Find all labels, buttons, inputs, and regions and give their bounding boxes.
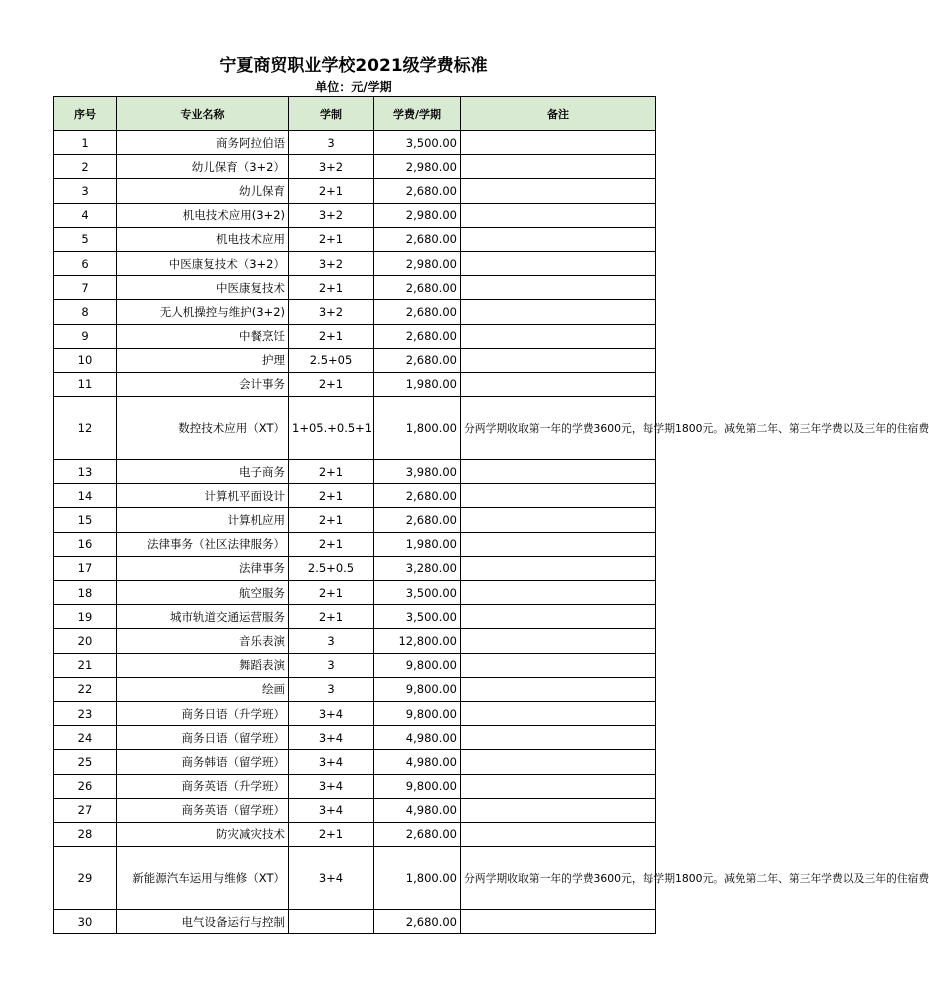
row-note — [461, 484, 656, 508]
row-duration — [289, 910, 374, 934]
row-duration: 3 — [289, 131, 374, 155]
row-index: 7 — [54, 276, 117, 300]
row-duration: 1+05.+0.5+1 — [289, 397, 374, 460]
row-index: 25 — [54, 750, 117, 774]
row-duration: 3+2 — [289, 203, 374, 227]
row-fee: 3,500.00 — [374, 605, 461, 629]
row-fee: 3,280.00 — [374, 556, 461, 580]
row-note: 分两学期收取第一年的学费3600元，每学期1800元。减免第二年、第三年学费以及三年的住宿费 — [461, 397, 656, 460]
row-note — [461, 750, 656, 774]
row-fee: 3,980.00 — [374, 460, 461, 484]
table-row — [54, 798, 656, 822]
table-row — [54, 227, 656, 251]
table-row — [54, 460, 656, 484]
row-index: 19 — [54, 605, 117, 629]
row-index: 21 — [54, 653, 117, 677]
row-index: 3 — [54, 179, 117, 203]
row-duration: 3+2 — [289, 300, 374, 324]
row-note — [461, 460, 656, 484]
row-duration: 2+1 — [289, 227, 374, 251]
row-duration: 2+1 — [289, 276, 374, 300]
row-major-name: 中餐烹饪 — [117, 324, 289, 348]
row-note — [461, 155, 656, 179]
row-note — [461, 508, 656, 532]
row-major-name: 绘画 — [117, 677, 289, 701]
row-fee: 1,980.00 — [374, 532, 461, 556]
row-note — [461, 677, 656, 701]
table-row — [54, 397, 656, 460]
row-duration: 2+1 — [289, 605, 374, 629]
table-row — [54, 677, 656, 701]
row-fee: 1,800.00 — [374, 397, 461, 460]
row-fee: 9,800.00 — [374, 653, 461, 677]
row-index: 11 — [54, 372, 117, 396]
row-index: 10 — [54, 348, 117, 372]
row-duration: 2+1 — [289, 179, 374, 203]
row-index: 24 — [54, 726, 117, 750]
row-major-name: 法律事务 — [117, 556, 289, 580]
row-note — [461, 701, 656, 725]
table-row — [54, 276, 656, 300]
row-major-name: 计算机应用 — [117, 508, 289, 532]
row-major-name: 数控技术应用（XT） — [117, 397, 289, 460]
row-major-name: 计算机平面设计 — [117, 484, 289, 508]
table-row — [54, 372, 656, 396]
row-index: 28 — [54, 822, 117, 846]
row-index: 20 — [54, 629, 117, 653]
row-fee: 2,980.00 — [374, 155, 461, 179]
header-index: 序号 — [54, 97, 117, 131]
row-index: 15 — [54, 508, 117, 532]
row-major-name: 新能源汽车运用与维修（XT） — [117, 847, 289, 910]
row-duration: 2.5+0.5 — [289, 556, 374, 580]
row-fee: 4,980.00 — [374, 798, 461, 822]
row-major-name: 电气设备运行与控制 — [117, 910, 289, 934]
row-major-name: 中医康复技术 — [117, 276, 289, 300]
row-note — [461, 203, 656, 227]
row-fee: 2,680.00 — [374, 822, 461, 846]
table-row — [54, 508, 656, 532]
row-index: 26 — [54, 774, 117, 798]
row-major-name: 法律事务（社区法律服务） — [117, 532, 289, 556]
row-index: 22 — [54, 677, 117, 701]
row-duration: 3+4 — [289, 847, 374, 910]
row-duration: 2+1 — [289, 532, 374, 556]
row-fee: 2,680.00 — [374, 484, 461, 508]
row-note — [461, 910, 656, 934]
row-major-name: 防灾减灾技术 — [117, 822, 289, 846]
row-index: 4 — [54, 203, 117, 227]
row-major-name: 商务韩语（留学班） — [117, 750, 289, 774]
row-major-name: 电子商务 — [117, 460, 289, 484]
row-duration: 3 — [289, 629, 374, 653]
header-major: 专业名称 — [117, 97, 289, 131]
row-duration: 3+4 — [289, 774, 374, 798]
table-row — [54, 629, 656, 653]
document-title: 宁夏商贸职业学校2021级学费标准 — [219, 56, 488, 76]
row-major-name: 舞蹈表演 — [117, 653, 289, 677]
table-row — [54, 774, 656, 798]
row-note — [461, 372, 656, 396]
header-duration: 学制 — [289, 97, 374, 131]
row-major-name: 机电技术应用(3+2) — [117, 203, 289, 227]
row-fee: 2,680.00 — [374, 508, 461, 532]
row-fee: 4,980.00 — [374, 726, 461, 750]
row-fee: 2,980.00 — [374, 251, 461, 275]
table-row — [54, 348, 656, 372]
row-duration: 3 — [289, 677, 374, 701]
row-fee: 2,680.00 — [374, 179, 461, 203]
header-note: 备注 — [461, 97, 656, 131]
row-duration: 3+2 — [289, 251, 374, 275]
row-fee: 2,680.00 — [374, 348, 461, 372]
row-duration: 2+1 — [289, 822, 374, 846]
row-note — [461, 300, 656, 324]
row-index: 30 — [54, 910, 117, 934]
table-row — [54, 653, 656, 677]
row-fee: 9,800.00 — [374, 774, 461, 798]
fee-table-body — [54, 131, 929, 934]
row-fee: 9,800.00 — [374, 701, 461, 725]
table-row — [54, 726, 656, 750]
table-row — [54, 847, 656, 910]
row-major-name: 无人机操控与维护(3+2) — [117, 300, 289, 324]
row-note — [461, 276, 656, 300]
row-fee: 2,680.00 — [374, 300, 461, 324]
row-index: 14 — [54, 484, 117, 508]
row-note — [461, 605, 656, 629]
row-fee: 3,500.00 — [374, 581, 461, 605]
row-note — [461, 179, 656, 203]
row-duration: 2+1 — [289, 372, 374, 396]
row-fee: 2,680.00 — [374, 324, 461, 348]
row-note — [461, 227, 656, 251]
row-fee: 3,500.00 — [374, 131, 461, 155]
table-row — [54, 556, 656, 580]
row-note: 分两学期收取第一年的学费3600元，每学期1800元。减免第二年、第三年学费以及三年的住宿费 — [461, 847, 656, 910]
row-duration: 3+4 — [289, 726, 374, 750]
row-duration: 2.5+05 — [289, 348, 374, 372]
row-major-name: 音乐表演 — [117, 629, 289, 653]
row-note — [461, 324, 656, 348]
row-duration: 3+2 — [289, 155, 374, 179]
row-note — [461, 251, 656, 275]
row-index: 12 — [54, 397, 117, 460]
row-major-name: 航空服务 — [117, 581, 289, 605]
table-row — [54, 750, 656, 774]
row-fee: 1,800.00 — [374, 847, 461, 910]
header-fee: 学费/学期 — [374, 97, 461, 131]
row-duration: 2+1 — [289, 581, 374, 605]
row-major-name: 幼儿保育 — [117, 179, 289, 203]
table-row — [54, 179, 656, 203]
row-note — [461, 581, 656, 605]
row-index: 6 — [54, 251, 117, 275]
row-note — [461, 798, 656, 822]
table-row — [54, 701, 656, 725]
row-note — [461, 532, 656, 556]
row-duration: 3 — [289, 653, 374, 677]
row-major-name: 幼儿保育（3+2） — [117, 155, 289, 179]
row-duration: 3+4 — [289, 701, 374, 725]
table-row — [54, 910, 656, 934]
table-row — [54, 532, 656, 556]
row-major-name: 城市轨道交通运营服务 — [117, 605, 289, 629]
row-note — [461, 556, 656, 580]
row-major-name: 商务日语（留学班） — [117, 726, 289, 750]
table-row — [54, 300, 656, 324]
row-fee: 4,980.00 — [374, 750, 461, 774]
row-note — [461, 774, 656, 798]
row-major-name: 商务英语（留学班） — [117, 798, 289, 822]
row-fee: 2,680.00 — [374, 227, 461, 251]
fee-table — [53, 96, 929, 934]
header-row — [54, 97, 656, 131]
row-major-name: 机电技术应用 — [117, 227, 289, 251]
row-note — [461, 629, 656, 653]
table-row — [54, 822, 656, 846]
row-fee: 9,800.00 — [374, 677, 461, 701]
row-note — [461, 726, 656, 750]
row-index: 18 — [54, 581, 117, 605]
row-major-name: 商务英语（升学班） — [117, 774, 289, 798]
row-major-name: 会计事务 — [117, 372, 289, 396]
row-index: 13 — [54, 460, 117, 484]
row-note — [461, 822, 656, 846]
row-duration: 2+1 — [289, 484, 374, 508]
row-index: 2 — [54, 155, 117, 179]
row-index: 16 — [54, 532, 117, 556]
row-major-name: 护理 — [117, 348, 289, 372]
row-index: 8 — [54, 300, 117, 324]
row-major-name: 商务阿拉伯语 — [117, 131, 289, 155]
row-duration: 2+1 — [289, 324, 374, 348]
row-duration: 3+4 — [289, 750, 374, 774]
row-major-name: 中医康复技术（3+2） — [117, 251, 289, 275]
row-index: 29 — [54, 847, 117, 910]
table-row — [54, 324, 656, 348]
row-index: 23 — [54, 701, 117, 725]
row-index: 5 — [54, 227, 117, 251]
row-duration: 3+4 — [289, 798, 374, 822]
row-duration: 2+1 — [289, 460, 374, 484]
table-row — [54, 203, 656, 227]
row-note — [461, 653, 656, 677]
row-duration: 2+1 — [289, 508, 374, 532]
table-row — [54, 155, 656, 179]
unit-label: 单位：元/学期 — [315, 80, 392, 94]
row-fee: 2,980.00 — [374, 203, 461, 227]
row-fee: 12,800.00 — [374, 629, 461, 653]
table-row — [54, 131, 656, 155]
row-note — [461, 348, 656, 372]
row-note — [461, 131, 656, 155]
table-row — [54, 484, 656, 508]
row-fee: 2,680.00 — [374, 910, 461, 934]
table-row — [54, 581, 656, 605]
row-index: 27 — [54, 798, 117, 822]
row-index: 17 — [54, 556, 117, 580]
table-row — [54, 605, 656, 629]
row-index: 1 — [54, 131, 117, 155]
row-index: 9 — [54, 324, 117, 348]
row-fee: 2,680.00 — [374, 276, 461, 300]
row-fee: 1,980.00 — [374, 372, 461, 396]
row-major-name: 商务日语（升学班） — [117, 701, 289, 725]
table-row — [54, 251, 656, 275]
